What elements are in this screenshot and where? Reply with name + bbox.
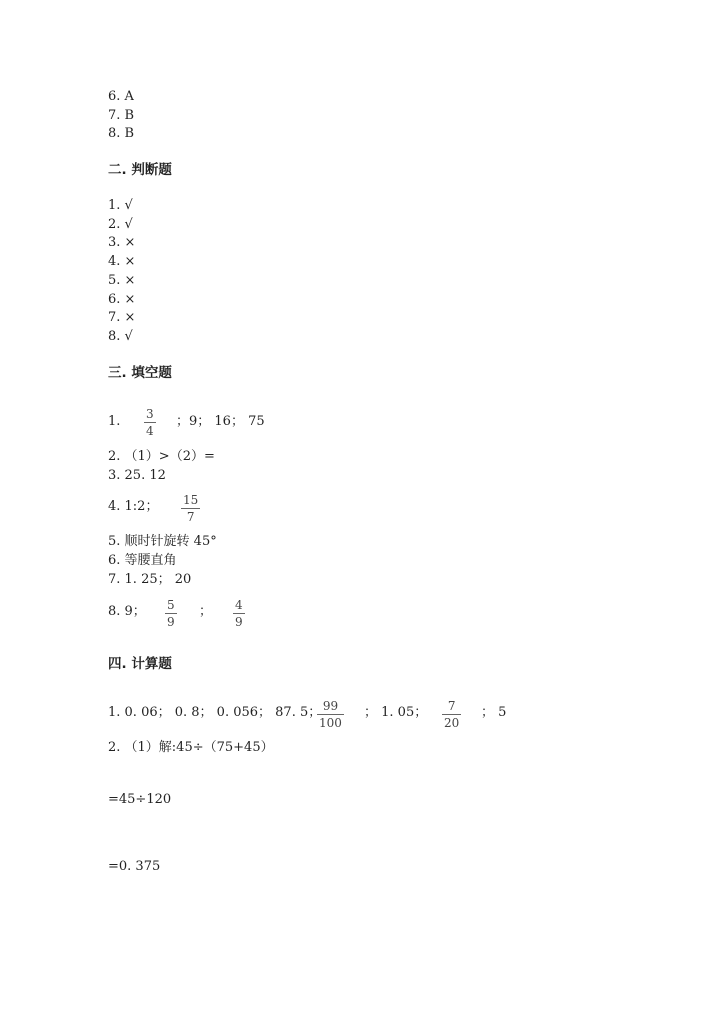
fraction-denominator: 20 [444, 716, 460, 730]
fraction-numerator: 3 [146, 407, 154, 421]
fill-answer-2: 2. （1）>（2）= [108, 449, 215, 464]
judgement-answer-6: 6. × [108, 292, 136, 307]
fraction [181, 493, 200, 524]
calc-answer-1-end: ； 5 [481, 705, 507, 720]
fraction-denominator: 9 [235, 615, 243, 629]
fill-answer-1-label: 1. [108, 414, 121, 429]
fill-answer-4-label: 4. 1:2； [108, 499, 159, 514]
fraction [165, 598, 177, 629]
judgement-answer-3: 3. × [108, 235, 136, 250]
judgement-answer-7: 7. × [108, 310, 136, 325]
section-heading-fill-blank: 三. 填空题 [108, 365, 172, 381]
choice-answer-6: 6. A [108, 89, 134, 104]
fraction-numerator: 4 [235, 598, 243, 612]
fraction [144, 407, 156, 438]
judgement-answer-4: 4. × [108, 254, 136, 269]
fill-answer-7: 7. 1. 25； 20 [108, 572, 192, 587]
fraction-numerator: 15 [183, 493, 199, 507]
fraction [317, 699, 344, 730]
choice-answer-8: 8. B [108, 126, 135, 141]
fraction-numerator: 7 [447, 699, 456, 713]
fraction-numerator: 5 [167, 598, 175, 612]
fraction-denominator: 9 [167, 615, 175, 629]
calc-answer-2-line-1: 2. （1）解:45÷（75+45） [108, 740, 274, 755]
section-heading-calculation: 四. 计算题 [108, 656, 172, 672]
judgement-answer-5: 5. × [108, 273, 136, 288]
fill-answer-6: 6. 等腰直角 [108, 553, 177, 568]
fraction-denominator: 100 [319, 716, 342, 730]
fill-answer-5: 5. 顺时针旋转 45° [108, 534, 217, 549]
fill-answer-1-rest: ；9； 16； 75 [176, 414, 265, 429]
judgement-answer-1: 1. √ [108, 198, 133, 213]
fraction-numerator: 99 [322, 699, 339, 713]
judgement-answer-2: 2. √ [108, 217, 133, 232]
fill-answer-8-label: 8. 9； [108, 604, 146, 619]
fill-answer-3: 3. 25. 12 [108, 468, 166, 483]
choice-answer-7: 7. B [108, 108, 135, 123]
fraction-denominator: 7 [186, 510, 195, 524]
fraction [233, 598, 245, 629]
section-heading-judgement: 二. 判断题 [108, 162, 172, 178]
fraction [442, 699, 461, 730]
fraction-denominator: 4 [146, 424, 154, 438]
calc-answer-1-label: 1. 0. 06； 0. 8； 0. 056； 87. 5； [108, 705, 322, 720]
fill-answer-8-separator: ； [199, 604, 213, 619]
judgement-answer-8: 8. √ [108, 329, 133, 344]
calc-answer-2-line-3: =0. 375 [108, 859, 161, 874]
calc-answer-1-middle: ； 1. 05； [364, 705, 428, 720]
calc-answer-2-line-2: =45÷120 [108, 792, 172, 807]
